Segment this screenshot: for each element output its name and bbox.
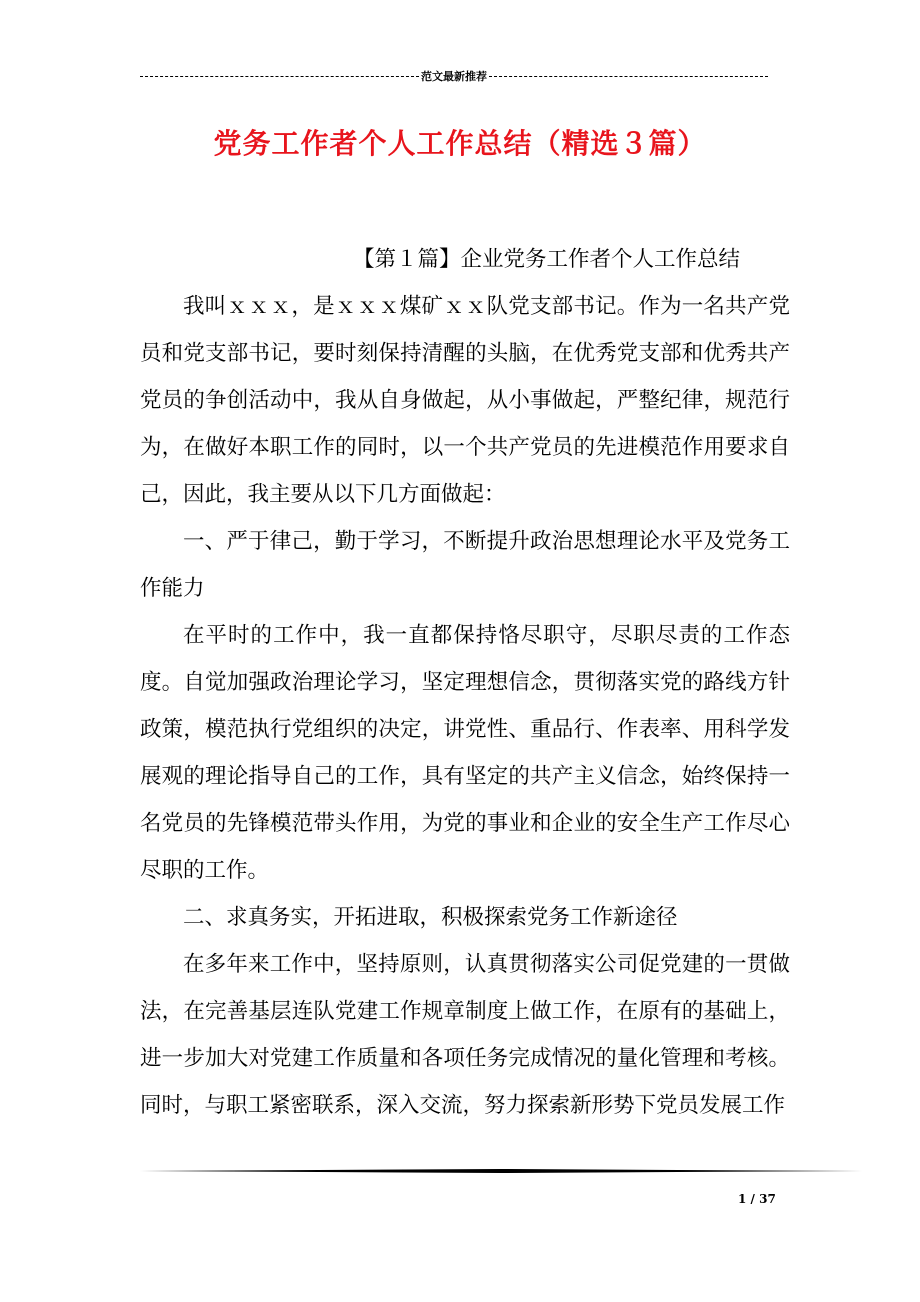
- header-dash-left: [140, 76, 419, 77]
- footer-rule: [140, 1169, 862, 1173]
- paragraph-5: 在多年来工作中，坚持原则，认真贯彻落实公司促党建的一贯做法，在完善基层连队党建工作规章制度上做工作，在原有的基础上，进一步加大对党建工作质量和各项任务完成情况的量化管理和考核。同时，与职工紧密联系，深入交流，努力探索新形势下党员发展工作: [140, 952, 790, 1118]
- page-header: [140, 68, 768, 84]
- paragraph-3: 在平时的工作中，我一直都保持恪尽职守，尽职尽责的工作态度。自觉加强政治理论学习，坚定理想信念，贯彻落实党的路线方针政策，模范执行党组织的决定，讲党性、重品行、作表率、用科学发展观的理论指导自己的工作，具有坚定的共产主义信念，始终保持一名党员的先锋模范带头作用，为党的事业和企业的安全生产工作尽心尽职的工作。: [140, 623, 790, 883]
- paragraph-1: 我叫ｘｘｘ，是ｘｘｘ煤矿ｘｘ队党支部书记。作为一名共产党员和党支部书记，要时刻保持清醒的头脑，在优秀党支部和优秀共产党员的争创活动中，我从自身做起，从小事做起，严整纪律，规范行为，在做好本职工作的同时，以一个共产党员的先进模范作用要求自己，因此，我主要从以下几方面做起：: [140, 294, 790, 507]
- paragraph-2: 一、严于律己，勤于学习，不断提升政治思想理论水平及党务工作能力: [140, 529, 790, 601]
- header-dash-right: [489, 76, 768, 77]
- document-title: 党务工作者个人工作总结（精选３篇）: [213, 127, 707, 160]
- paragraph-4: 二、求真务实，开拓进取，积极探索党务工作新途径: [183, 905, 678, 930]
- header-label: 范文最新推荐: [421, 70, 487, 83]
- page-number: 1 / 37: [738, 1192, 776, 1206]
- document-body: [140, 236, 790, 1129]
- section-subtitle: 【第１篇】企业党务工作者个人工作总结: [353, 247, 741, 272]
